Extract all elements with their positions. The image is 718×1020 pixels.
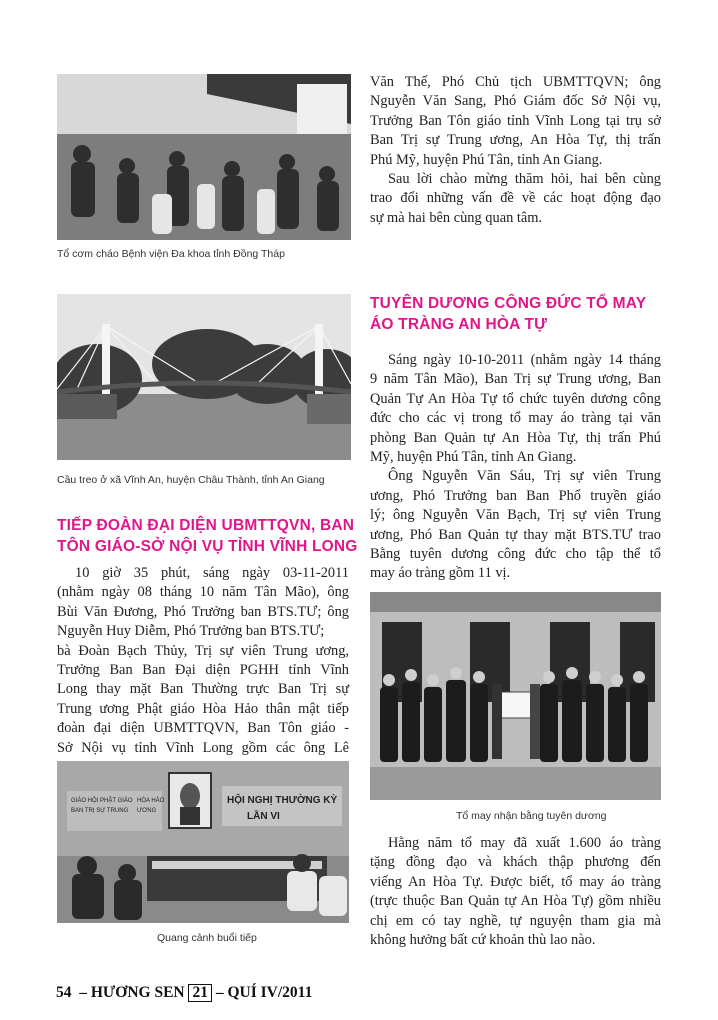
banner-left-text: GIÁO HỘI PHẬT GIÁO bbox=[71, 798, 133, 804]
banner-right-text: HỘI NGHỊ THƯỜNG KỲ bbox=[227, 795, 338, 806]
text-line: đức cho các vị trong tổ may áo tràng tại văn bbox=[370, 410, 661, 427]
photo-suspension-bridge bbox=[57, 294, 351, 460]
text-line: (nhằm ngày 08 tháng 10 năm Tân Mão), ông bbox=[57, 584, 349, 601]
text-line: viếng An Hòa Tự. Được biết, tổ may áo tràng bbox=[370, 873, 661, 890]
text-line: Sau lời chào mừng thăm hỏi, hai bên cùng bbox=[388, 171, 661, 188]
page-footer bbox=[56, 984, 312, 1002]
text-line: Mỹ, huyện Phú Tân, tỉnh An Giang. bbox=[370, 449, 577, 466]
caption-photo-2: Cầu treo ở xã Vĩnh An, huyện Châu Thành, tỉnh An Giang bbox=[57, 474, 325, 486]
text-line: Trưởng Ban Ban Đại diện PGHH tỉnh Vĩnh bbox=[57, 662, 349, 679]
heading-line: TIẾP ĐOÀN ĐẠI DIỆN UBMTTQVN, BAN bbox=[57, 517, 355, 534]
text-line: trao đổi những vấn đề về các hoạt động đạo bbox=[370, 190, 661, 207]
banner-left-text: ƯƠNG bbox=[137, 808, 157, 814]
text-line: Trưởng Ban Tôn giáo tỉnh Vĩnh Long tại trụ sở bbox=[370, 112, 661, 129]
text-line: Sáng ngày 10-10-2011 (nhằm ngày 14 tháng bbox=[388, 352, 661, 368]
text-line: ương, Phó Ban Quản tự thay mặt BTS.TƯ trao bbox=[370, 526, 661, 543]
text-line: tặng đồng đạo và khách thập phương đến bbox=[370, 854, 661, 871]
text-line: (trực thuộc Ban Quản tự An Hòa Tự) gồm nhiều bbox=[370, 893, 661, 910]
text-line: Long thay mặt Ban Thường trực Ban Trị sự bbox=[57, 681, 349, 698]
text-line: Nguyễn Văn Sang, Phó Giám đốc Sở Nội vụ, bbox=[370, 93, 661, 110]
heading-line: ÁO TRÀNG AN HÒA TỰ bbox=[370, 316, 548, 333]
text-line: bà Đoàn Bạch Thủy, Trị sự viên Trung ương, bbox=[57, 642, 349, 659]
issue-number: 21 bbox=[188, 984, 212, 1002]
article-text-right-bottom bbox=[370, 834, 661, 950]
text-line: phòng Ban Quản tự An Hòa Tự, thị trấn Phú bbox=[370, 429, 661, 446]
text-line: đoàn đại diện UBMTTQVN, Ban Tôn giáo - bbox=[57, 720, 349, 737]
text-line: Ban Trị sự Trung ương, An Hòa Tự, thị trấn bbox=[370, 132, 661, 149]
heading-tuyen-duong bbox=[370, 293, 646, 335]
banner-right-text: LẦN VI bbox=[247, 811, 280, 822]
heading-tiep-doan bbox=[57, 515, 358, 557]
text-line: 10 giờ 35 phút, sáng ngày 03-11-2011 bbox=[75, 565, 349, 581]
text-line: không hưởng bất cứ khoản thù lao nào. bbox=[370, 932, 596, 949]
heading-line: TÔN GIÁO-SỞ NỘI VỤ TỈNH VĨNH LONG bbox=[57, 538, 358, 555]
banner-left-text: BAN TRỊ SỰ TRUNG bbox=[71, 808, 129, 814]
caption-photo-4: Tổ may nhận bằng tuyên dương bbox=[456, 810, 607, 822]
text-line: Sở Nội vụ tỉnh Vĩnh Long gồm các ông Lê bbox=[57, 739, 349, 756]
magazine-name: – HƯƠNG SEN bbox=[79, 984, 185, 1001]
article-text-right-mid bbox=[370, 351, 661, 584]
text-line: Bằng tuyên dương công đức cho tập thể tổ bbox=[370, 546, 661, 563]
text-line: Quản Tự An Hòa Tự tổ chức tuyên dương công bbox=[370, 390, 661, 407]
article-text-left bbox=[57, 564, 349, 758]
text-line: Văn Thế, Phó Chủ tịch UBMTTQVN; ông bbox=[370, 74, 661, 90]
text-line: Ông Nguyễn Văn Sáu, Trị sự viên Trung bbox=[388, 468, 661, 485]
photo-reception-meeting bbox=[57, 761, 349, 923]
text-line: ương, Phó Trưởng ban Ban Phổ truyền giáo bbox=[370, 487, 661, 504]
caption-photo-3: Quang cảnh buổi tiếp bbox=[157, 932, 257, 944]
page-number: 54 bbox=[56, 984, 72, 1001]
text-line: Phú Mỹ, huyện Phú Tân, tỉnh An Giang. bbox=[370, 151, 603, 168]
text-line: Nguyễn Huy Diễm, Phó Trưởng ban BTS.TƯ; bbox=[57, 623, 325, 640]
photo-rice-porridge-group bbox=[57, 74, 351, 240]
text-line: chị em có tay nghề, tự nguyện tham gia mà bbox=[370, 912, 661, 929]
text-line: 9 năm Tân Mão), Ban Trị sự Trung ương, Ban bbox=[370, 371, 661, 388]
photo-group-certificate bbox=[370, 592, 661, 800]
text-line: sự mà hai bên cùng quan tâm. bbox=[370, 209, 543, 226]
text-line: may áo tràng gồm 11 vị. bbox=[370, 565, 511, 582]
text-line: Hằng năm tổ may đã xuất 1.600 áo tràng bbox=[388, 835, 661, 851]
banner-left-text: HÒA HẢO bbox=[137, 798, 165, 804]
caption-photo-1: Tổ cơm cháo Bệnh viện Đa khoa tỉnh Đồng Tháp bbox=[57, 248, 285, 260]
issue-quarter: – QUÍ IV/2011 bbox=[215, 984, 313, 1001]
text-line: lý; ông Nguyễn Văn Bạch, Trị sự viên Trung bbox=[370, 507, 661, 524]
article-text-right-top bbox=[370, 73, 661, 228]
text-line: Bùi Văn Đương, Phó Trưởng ban BTS.TƯ; ông bbox=[57, 603, 349, 620]
heading-line: TUYÊN DƯƠNG CÔNG ĐỨC TỔ MAY bbox=[370, 295, 647, 312]
text-line: Trung ương Phật giáo Hòa Hảo thân mật tiếp bbox=[57, 700, 349, 717]
